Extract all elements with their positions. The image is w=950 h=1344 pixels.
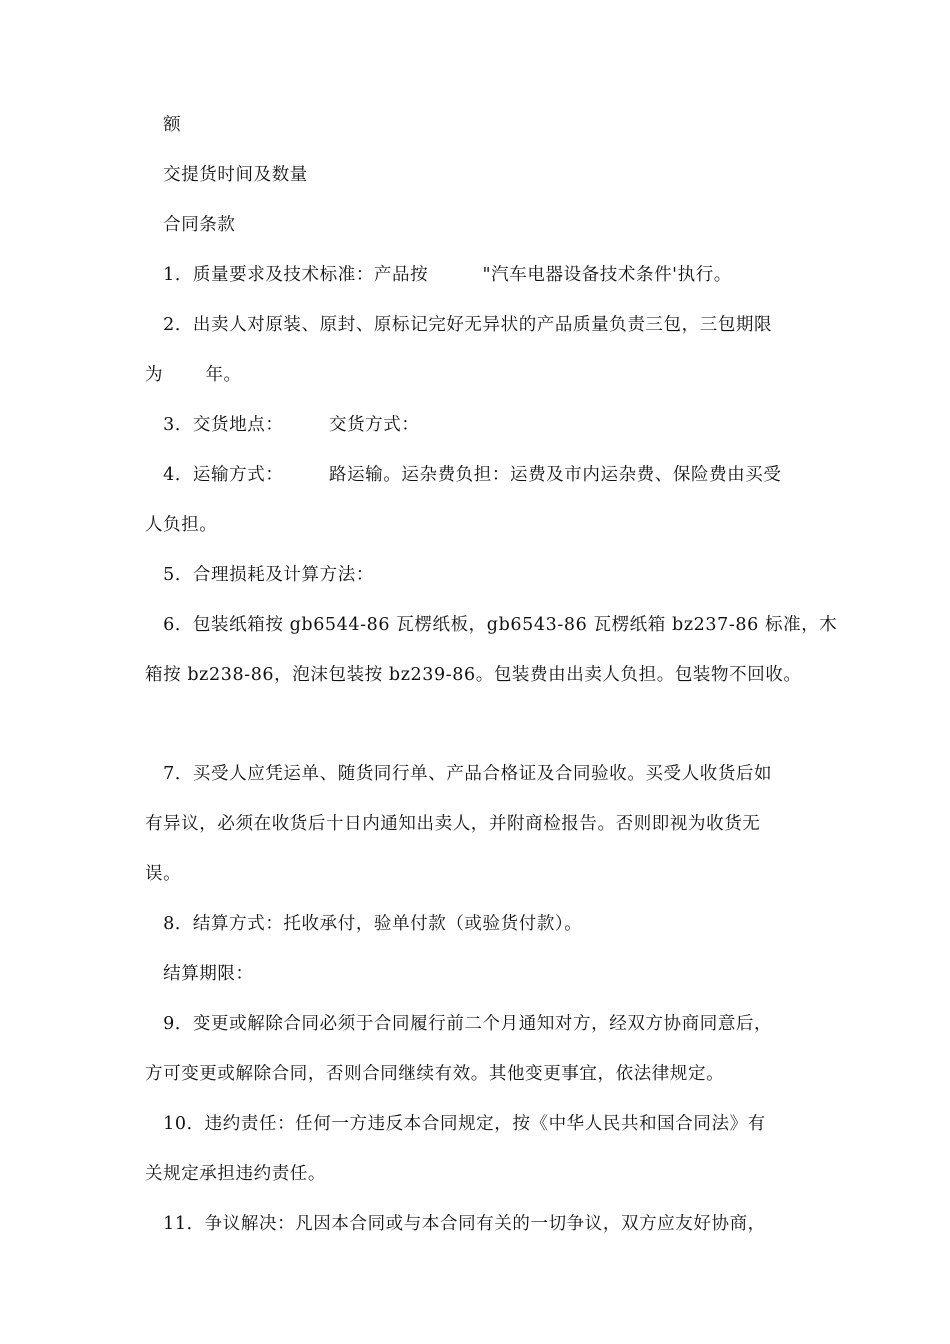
text-line: 7．买受人应凭运单、随货同行单、产品合格证及合同验收。买受人收货后如 (145, 764, 773, 784)
text-line: 3．交货地点： 交货方式： (145, 415, 420, 435)
text-line: 9．变更或解除合同必须于合同履行前二个月通知对方，经双方协商同意后， (145, 1014, 773, 1034)
text-line: 方可变更或解除合同，否则合同继续有效。其他变更事宜，依法律规定。 (145, 1064, 725, 1084)
text-line: 额 (145, 115, 182, 135)
text-line: 合同条款 (145, 215, 236, 235)
text-line: 箱按 bz238-86，泡沫包装按 bz239-86。包装费由出卖人负担。包装物不回收。 (145, 665, 802, 685)
text-line: 结算期限： (145, 964, 254, 984)
text-line: 11．争议解决：凡因本合同或与本合同有关的一切争议，双方应友好协商， (145, 1214, 766, 1234)
text-line: 关规定承担违约责任。 (145, 1164, 326, 1184)
text-line: 8．结算方式：托收承付，验单付款（或验货付款）。 (145, 914, 583, 934)
text-line: 2．出卖人对原装、原封、原标记完好无异状的产品质量负责三包，三包期限 (145, 315, 773, 335)
text-line: 10．违约责任：任何一方违反本合同规定，按《中华人民共和国合同法》有 (145, 1114, 766, 1134)
text-line: 1．质量要求及技术标准：产品按 "汽车电器设备技术条件'执行。 (145, 265, 732, 285)
text-line: 为 年。 (145, 365, 242, 385)
text-line: 6．包装纸箱按 gb6544-86 瓦楞纸板，gb6543-86 瓦楞纸箱 bz237-86 标准，木 (145, 615, 838, 635)
text-line: 5．合理损耗及计算方法： (145, 565, 374, 585)
text-line: 误。 (145, 864, 182, 884)
text-line: 人负担。 (145, 515, 218, 535)
text-line: 有异议，必须在收货后十日内通知出卖人，并附商检报告。否则即视为收货无 (145, 814, 761, 834)
text-line: 交提货时间及数量 (145, 165, 308, 185)
text-line: 4．运输方式： 路运输。运杂费负担：运费及市内运杂费、保险费由买受 (145, 465, 782, 485)
